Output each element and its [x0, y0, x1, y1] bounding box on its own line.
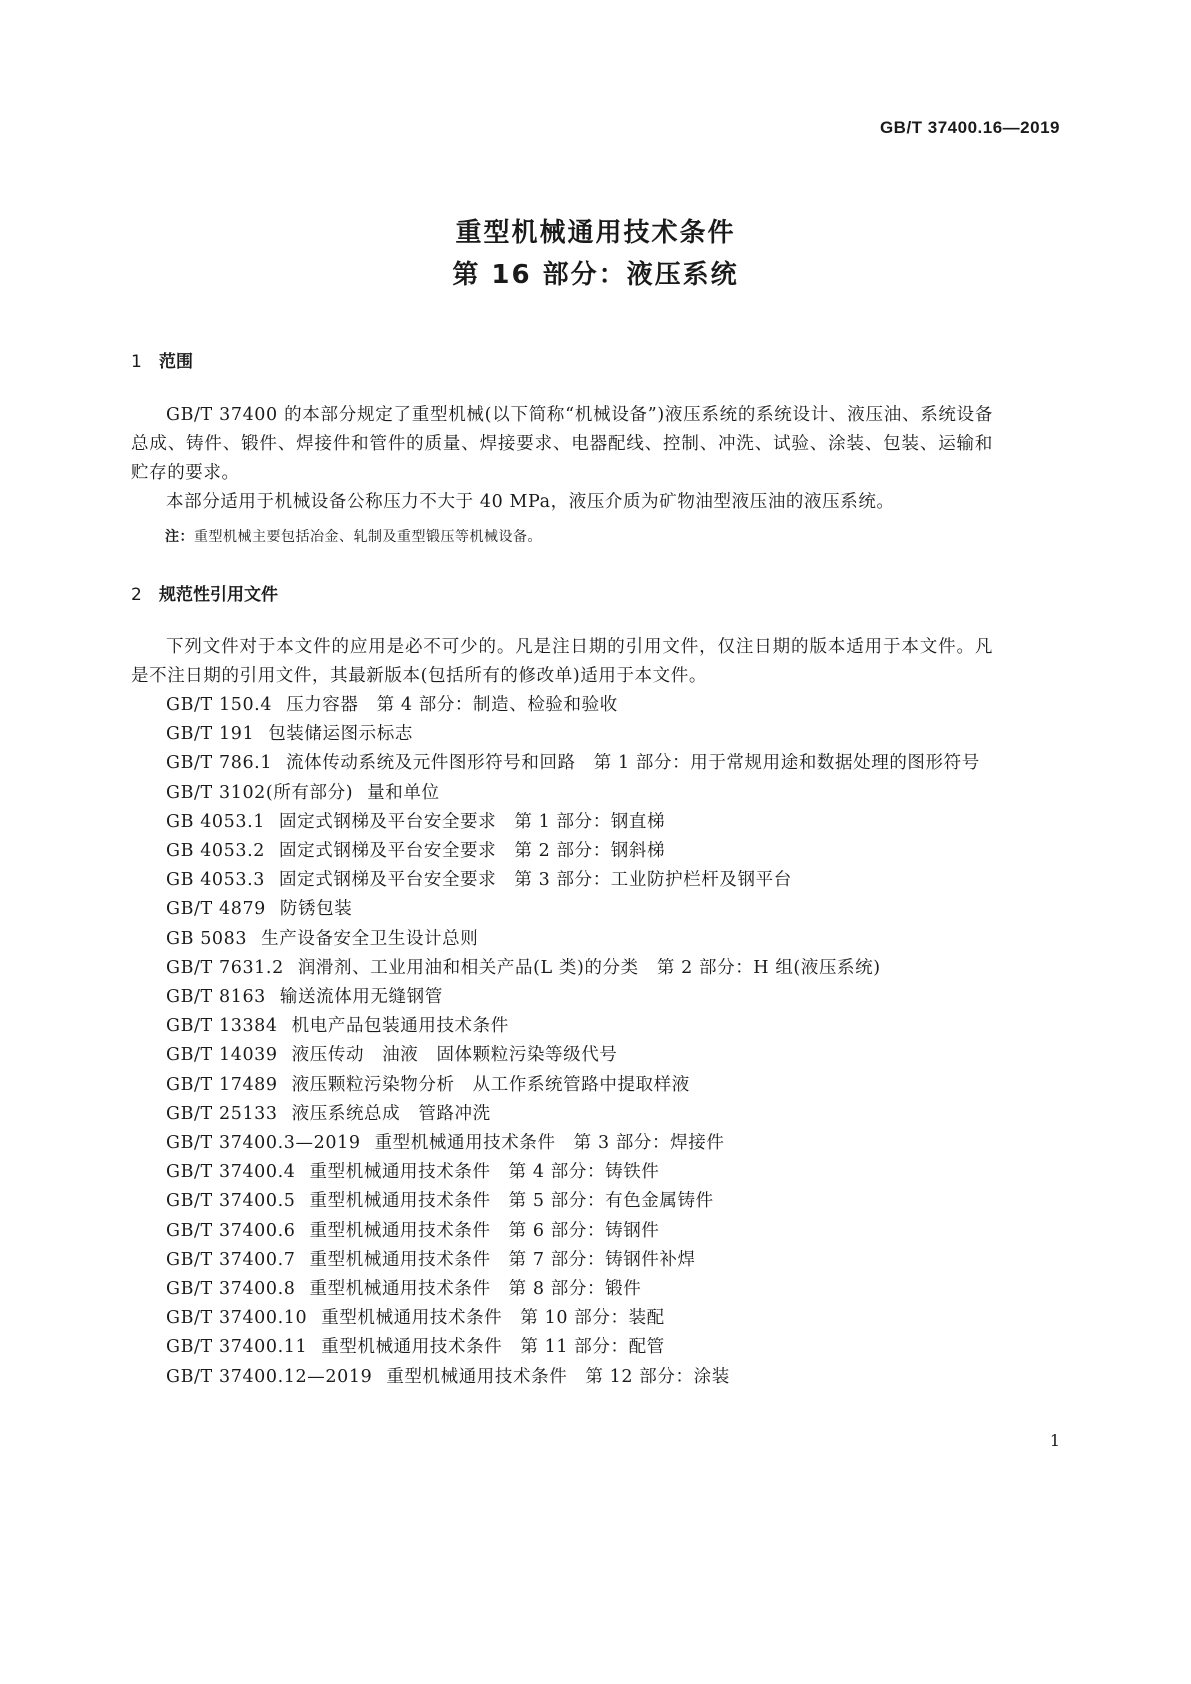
reference-code: GB/T 786.1: [166, 753, 273, 774]
section-2-intro: 下列文件对于本文件的应用是必不可少的。凡是注日期的引用文件，仅注日期的版本适用于本文件。凡是不注日期的引用文件，其最新版本(包括所有的修改单)适用于本文件。: [131, 637, 993, 686]
reference-code: GB/T 7631.2: [166, 957, 284, 978]
reference-title: 液压颗粒污染物分析 从工作系统管路中提取样液: [291, 1074, 690, 1095]
reference-title: 固定式钢梯及平台安全要求 第 2 部分：钢斜梯: [279, 841, 666, 862]
reference-title: 包装储运图示标志: [268, 724, 413, 745]
reference-code: GB 4053.1: [166, 811, 266, 832]
reference-item: [131, 1217, 993, 1246]
reference-title: 重型机械通用技术条件 第 5 部分：有色金属铸件: [309, 1191, 714, 1212]
section-1-title: 范围: [159, 352, 193, 372]
reference-code: GB/T 150.4: [166, 695, 273, 715]
reference-title: 重型机械通用技术条件 第 6 部分：铸钢件: [309, 1220, 660, 1241]
reference-title: 重型机械通用技术条件 第 11 部分：配管: [321, 1337, 665, 1358]
reference-code: GB/T 37400.7: [166, 1249, 296, 1270]
reference-item: [131, 837, 993, 866]
section-2-heading: [131, 580, 278, 605]
reference-title: 重型机械通用技术条件 第 10 部分：装配: [321, 1308, 665, 1329]
reference-title: 重型机械通用技术条件 第 4 部分：铸铁件: [309, 1162, 660, 1183]
reference-title: 机电产品包装通用技术条件: [291, 1016, 509, 1037]
section-1-number: 1: [131, 352, 142, 372]
reference-code: GB 4053.2: [166, 841, 266, 862]
reference-title: 重型机械通用技术条件 第 8 部分：锻件: [309, 1279, 642, 1300]
reference-item: [131, 925, 993, 954]
note-label: 注：: [165, 529, 194, 545]
section-2-number: 2: [131, 585, 142, 605]
reference-item: [131, 1158, 993, 1187]
reference-item: [131, 691, 993, 720]
reference-item: [131, 983, 993, 1012]
reference-code: GB/T 13384: [166, 1016, 278, 1037]
reference-item: [131, 808, 993, 837]
reference-item: [131, 866, 993, 895]
section-1-paragraph-2: 本部分适用于机械设备公称压力不大于 40 MPa，液压介质为矿物油型液压油的液压系统。: [166, 492, 895, 512]
reference-title: 润滑剂、工业用油和相关产品(L 类)的分类 第 2 部分：H 组(液压系统): [297, 957, 881, 978]
reference-code: GB/T 25133: [166, 1103, 278, 1124]
section-1-paragraph-1: GB/T 37400 的本部分规定了重型机械(以下简称“机械设备”)液压系统的系统设计、液压油、系统设备总成、铸件、锻件、焊接件和管件的质量、焊接要求、电器配线、控制、冲洗、试验、涂装、包装、运输和贮存的要求。: [131, 405, 993, 483]
reference-item: [131, 895, 993, 924]
reference-code: GB/T 3102(所有部分): [166, 782, 354, 803]
reference-item: [131, 749, 993, 778]
reference-code: GB/T 191: [166, 724, 255, 745]
reference-item: [131, 1012, 993, 1041]
note-text: 重型机械主要包括冶金、轧制及重型锻压等机械设备。: [194, 529, 542, 545]
reference-title: 固定式钢梯及平台安全要求 第 3 部分：工业防护栏杆及钢平台: [279, 870, 792, 891]
reference-item: [131, 1333, 993, 1362]
reference-title: 量和单位: [367, 782, 440, 803]
reference-title: 固定式钢梯及平台安全要求 第 1 部分：钢直梯: [279, 811, 666, 832]
reference-item: [131, 1071, 993, 1100]
reference-title: 重型机械通用技术条件 第 3 部分：焊接件: [374, 1133, 725, 1154]
reference-code: GB 5083: [166, 928, 248, 949]
section-1-heading: [131, 347, 193, 372]
reference-code: GB/T 14039: [166, 1045, 278, 1066]
reference-code: GB/T 37400.10: [166, 1308, 308, 1329]
reference-item: [131, 1363, 993, 1392]
page-number: 1: [1049, 1431, 1060, 1450]
reference-item: [131, 779, 993, 808]
standard-number: GB/T 37400.16—2019: [879, 118, 1060, 137]
reference-item: [131, 1304, 993, 1333]
reference-code: GB/T 4879: [166, 899, 266, 920]
reference-item: [131, 1275, 993, 1304]
reference-code: GB/T 37400.8: [166, 1279, 296, 1300]
reference-title: 防锈包装: [279, 899, 353, 920]
reference-title: 生产设备安全卫生设计总则: [261, 928, 479, 949]
document-subtitle: 第 16 部分：液压系统: [452, 260, 739, 290]
reference-code: GB/T 37400.11: [166, 1337, 308, 1358]
reference-code: GB/T 17489: [166, 1074, 278, 1095]
reference-title: 液压系统总成 管路冲洗: [291, 1103, 491, 1124]
section-2-title: 规范性引用文件: [159, 585, 278, 605]
reference-title: 输送流体用无缝钢管: [279, 987, 443, 1008]
reference-title: 重型机械通用技术条件 第 7 部分：铸钢件补焊: [309, 1249, 696, 1270]
reference-item: [131, 720, 993, 749]
reference-title: 液压传动 油液 固体颗粒污染等级代号: [291, 1045, 618, 1066]
reference-item: [131, 1129, 993, 1158]
reference-code: GB/T 37400.6: [166, 1220, 296, 1241]
document-title: 重型机械通用技术条件: [455, 218, 736, 248]
reference-code: GB/T 37400.5: [166, 1191, 296, 1212]
reference-title: 重型机械通用技术条件 第 12 部分：涂装: [386, 1366, 730, 1387]
reference-code: GB/T 8163: [166, 987, 266, 1008]
reference-code: GB/T 37400.4: [166, 1162, 296, 1183]
reference-item: [131, 1187, 993, 1216]
section-1-note: [165, 526, 542, 546]
reference-code: GB 4053.3: [166, 870, 266, 891]
reference-item: [131, 1246, 993, 1275]
reference-code: GB/T 37400.3—2019: [166, 1133, 361, 1154]
reference-item: [131, 1041, 993, 1070]
reference-title: 流体传动系统及元件图形符号和回路 第 1 部分：用于常规用途和数据处理的图形符号: [286, 753, 980, 774]
reference-code: GB/T 37400.12—2019: [166, 1366, 373, 1387]
reference-list: [131, 691, 993, 1392]
reference-title: 压力容器 第 4 部分：制造、检验和验收: [286, 695, 618, 715]
reference-item: [131, 1100, 993, 1129]
reference-item: [131, 954, 993, 983]
